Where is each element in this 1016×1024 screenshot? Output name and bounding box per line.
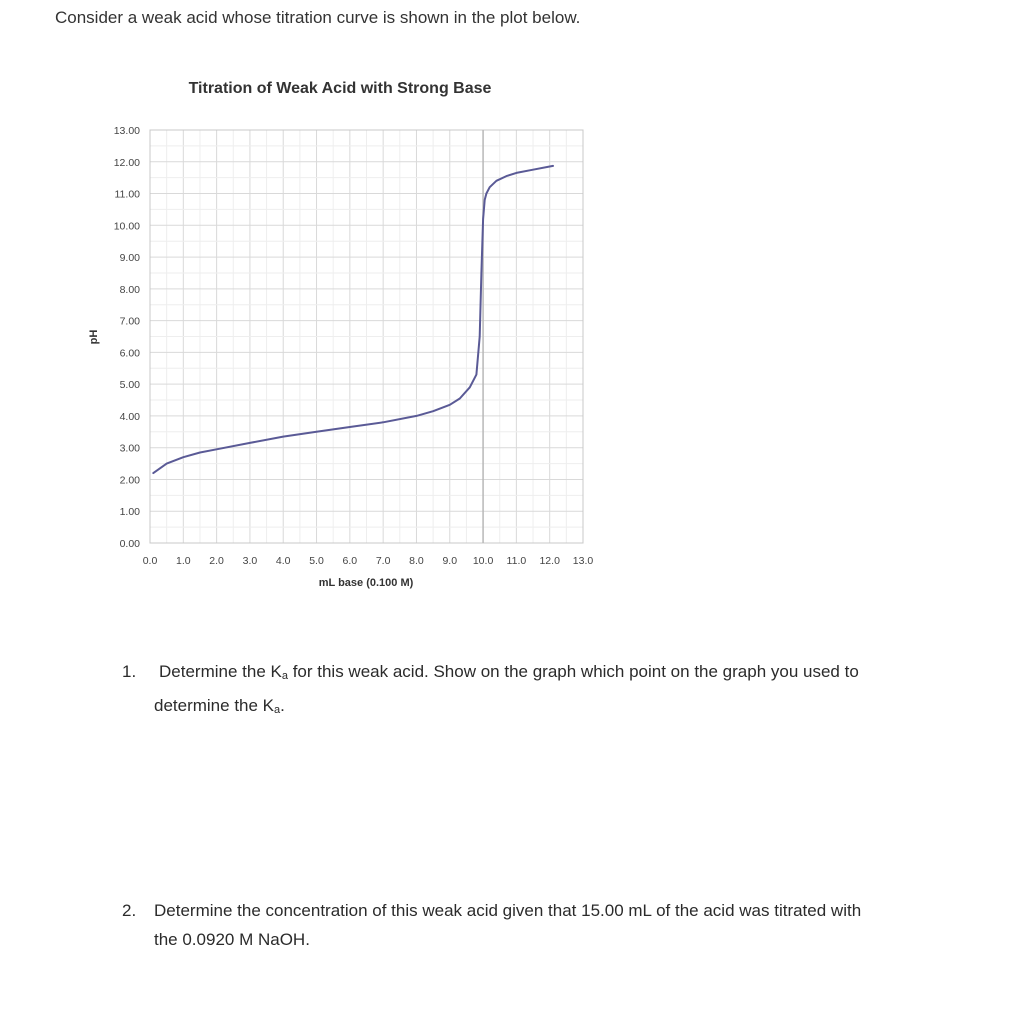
x-tick-label: 11.0 [506, 555, 527, 567]
x-tick-labels [143, 555, 594, 567]
question-2-text [154, 896, 954, 954]
y-tick-label: 1.00 [119, 506, 140, 519]
x-tick-label: 10.0 [472, 555, 494, 567]
y-tick-label: 9.00 [119, 252, 140, 265]
q1-sub-a: a [281, 670, 288, 682]
chart-grid [150, 130, 583, 543]
x-tick-label: 12.0 [539, 555, 560, 567]
q1-text-d: . [280, 696, 285, 715]
chart-title: Titration of Weak Acid with Strong Base [188, 80, 492, 97]
question-1-text [154, 657, 959, 725]
chart-series [153, 166, 553, 473]
y-tick-labels [114, 125, 140, 550]
x-tick-label: 5.0 [309, 555, 324, 567]
x-tick-label: 13.0 [572, 555, 594, 567]
x-tick-label: 8.0 [409, 555, 424, 567]
x-tick-label: 0.0 [142, 555, 158, 567]
y-tick-label: 3.00 [119, 442, 140, 455]
q1-sub-b: a [274, 704, 281, 716]
y-tick-label: 4.00 [119, 410, 140, 423]
q1-text-b: for this weak acid. Show on the graph which point on the graph you used to [287, 662, 859, 681]
question-1-number: 1. [122, 662, 137, 681]
intro-text: Consider a weak acid whose titration curve is shown in the plot below. [55, 8, 581, 27]
q1-text-c: determine the K [154, 696, 275, 715]
y-tick-label: 11.00 [114, 188, 140, 201]
x-tick-label: 1.0 [176, 555, 191, 567]
x-tick-label: 4.0 [275, 555, 291, 567]
question-2-number: 2. [122, 901, 137, 920]
y-tick-label: 0.00 [119, 538, 140, 550]
x-tick-label: 6.0 [342, 555, 358, 567]
x-tick-label: 2.0 [209, 555, 224, 567]
y-tick-label: 10.00 [113, 220, 140, 233]
y-tick-label: 5.00 [119, 379, 140, 392]
y-tick-label: 8.00 [119, 283, 140, 296]
q1-text-a: Determine the K [159, 662, 282, 681]
q2-line-1: Determine the concentration of this weak acid given that 15.00 mL of the acid was titrated with [154, 901, 862, 920]
series-line [153, 166, 553, 473]
y-axis-label: pH [88, 329, 100, 345]
x-axis-label: mL base (0.100 M) [318, 577, 414, 589]
x-tick-label: 7.0 [375, 555, 391, 567]
x-tick-label: 3.0 [242, 555, 258, 567]
y-tick-label: 6.00 [119, 347, 140, 360]
y-tick-label: 2.00 [119, 474, 140, 487]
y-tick-label: 12.00 [113, 156, 140, 169]
y-tick-label: 13.00 [113, 125, 140, 137]
x-tick-label: 9.0 [442, 555, 458, 567]
q2-line-2: the 0.0920 M NaOH. [154, 930, 310, 949]
y-tick-label: 7.00 [119, 315, 140, 328]
